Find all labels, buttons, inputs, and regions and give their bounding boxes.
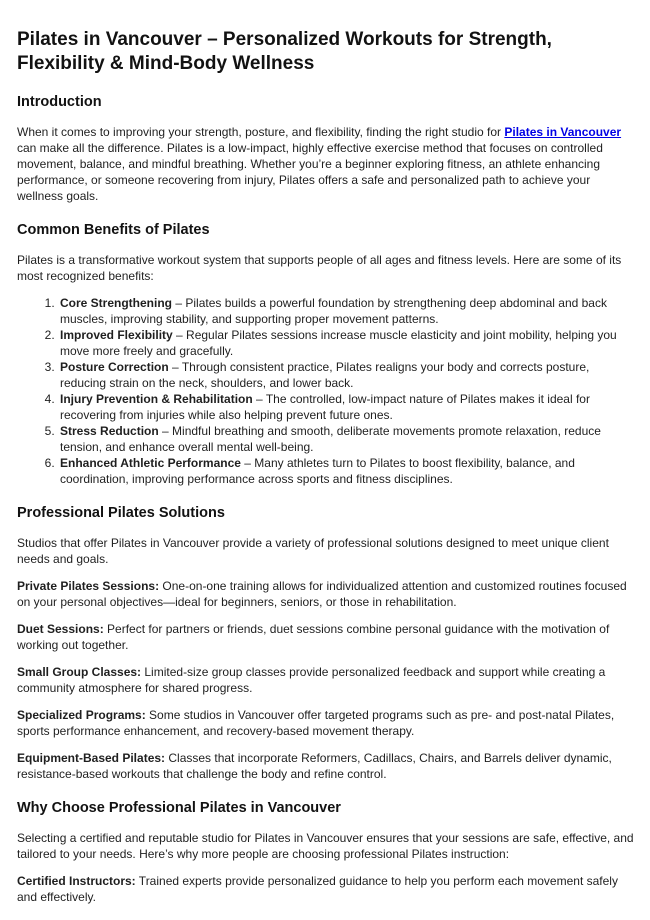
benefits-list: [17, 295, 634, 487]
benefit-label: Stress Reduction: [60, 424, 159, 438]
solution-duet-sessions: [17, 621, 634, 653]
list-item-improved-flexibility: [58, 327, 634, 359]
intro-text-post-link: can make all the difference. Pilates is a low-impact, highly effective exercise method that focuses on controlled movement, balance, and mindful breathing. Whether you’re a beginner exploring fitness, an athlete enhancing performance, or someone recovering from injury, Pilates offers a safe and personalized path to achieve your wellness goals.: [17, 141, 603, 203]
list-item-injury-prevention: [58, 391, 634, 423]
solution-label: Equipment-Based Pilates:: [17, 751, 166, 765]
solution-equipment-based: [17, 750, 634, 782]
solution-text: Some studios in Vancouver offer targeted programs such as pre- and post-natal Pilates, sports performance enhancement, and recovery-based movement therapy.: [17, 708, 615, 738]
solution-private-sessions: [17, 578, 634, 610]
solution-label: Small Group Classes:: [17, 665, 142, 679]
section-heading-solutions: Professional Pilates Solutions: [17, 505, 225, 521]
solution-specialized-programs: [17, 707, 634, 739]
list-item-athletic-performance: [58, 455, 634, 487]
why-choose-intro-paragraph: Selecting a certified and reputable studio for Pilates in Vancouver ensures that your sessions are safe, effective, and tailored to your needs. Here’s why more people are choosing professional Pilates instruction:: [17, 831, 634, 861]
benefits-intro-paragraph: Pilates is a transformative workout system that supports people of all ages and fitness levels. Here are some of its most recognized benefits:: [17, 253, 622, 283]
solution-label: Duet Sessions:: [17, 622, 104, 636]
page-title: Pilates in Vancouver – Personalized Workouts for Strength, Flexibility & Mind-Body Wellness: [17, 29, 552, 74]
why-item-text: Trained experts provide personalized guidance to help you perform each movement safely and effectively.: [17, 874, 618, 904]
benefit-label: Enhanced Athletic Performance: [60, 456, 241, 470]
intro-paragraph: [17, 124, 634, 204]
solution-text: Classes that incorporate Reformers, Cadillacs, Chairs, and Barrels deliver dynamic, resistance-based workouts that challenge the body and refine control.: [17, 751, 612, 781]
solution-text: One-on-one training allows for individualized attention and customized routines focused on your personal objectives—ideal for beginners, seniors, or those in rehabilitation.: [17, 579, 627, 609]
benefit-label: Posture Correction: [60, 360, 169, 374]
solution-label: Private Pilates Sessions:: [17, 579, 160, 593]
solution-label: Specialized Programs:: [17, 708, 146, 722]
section-heading-introduction: Introduction: [17, 94, 102, 110]
list-item-stress-reduction: [58, 423, 634, 455]
benefit-text: – Many athletes turn to Pilates to boost flexibility, balance, and coordination, improving performance across sports and fitness disciplines.: [60, 456, 575, 486]
list-item-posture-correction: [58, 359, 634, 391]
section-heading-why-choose: Why Choose Professional Pilates in Vancouver: [17, 800, 341, 816]
benefit-label: Improved Flexibility: [60, 328, 173, 342]
benefit-label: Injury Prevention & Rehabilitation: [60, 392, 253, 406]
solution-small-group-classes: [17, 664, 634, 696]
benefit-text: – Mindful breathing and smooth, deliberate movements promote relaxation, reduce tension, and enhance overall mental well-being.: [60, 424, 601, 454]
why-item-label: Certified Instructors:: [17, 874, 136, 888]
solution-text: Limited-size group classes provide personalized feedback and support while creating a community atmosphere for shared progress.: [17, 665, 606, 695]
section-heading-benefits: Common Benefits of Pilates: [17, 222, 210, 238]
pilates-in-vancouver-link[interactable]: Pilates in Vancouver: [504, 125, 622, 139]
benefit-text: – Pilates builds a powerful foundation by strengthening deep abdominal and back muscles, improving stability, and supporting proper movement patterns.: [60, 296, 607, 326]
why-certified-instructors: [17, 873, 634, 905]
solutions-intro-paragraph: Studios that offer Pilates in Vancouver provide a variety of professional solutions designed to meet unique client needs and goals.: [17, 536, 609, 566]
solution-text: Perfect for partners or friends, duet sessions combine personal guidance with the motivation of working out together.: [17, 622, 610, 652]
intro-text-pre-link: When it comes to improving your strength, posture, and flexibility, finding the right studio for: [17, 125, 505, 139]
list-item-core-strengthening: [58, 295, 634, 327]
benefit-label: Core Strengthening: [60, 296, 173, 310]
benefit-text: – Through consistent practice, Pilates realigns your body and corrects posture, reducing strain on the neck, shoulders, and lower back.: [60, 360, 590, 390]
benefit-text: – Regular Pilates sessions increase muscle elasticity and joint mobility, helping you move more freely and gracefully.: [60, 328, 617, 358]
benefit-text: – The controlled, low-impact nature of Pilates makes it ideal for recovering from injuries while also helping prevent future ones.: [60, 392, 590, 422]
